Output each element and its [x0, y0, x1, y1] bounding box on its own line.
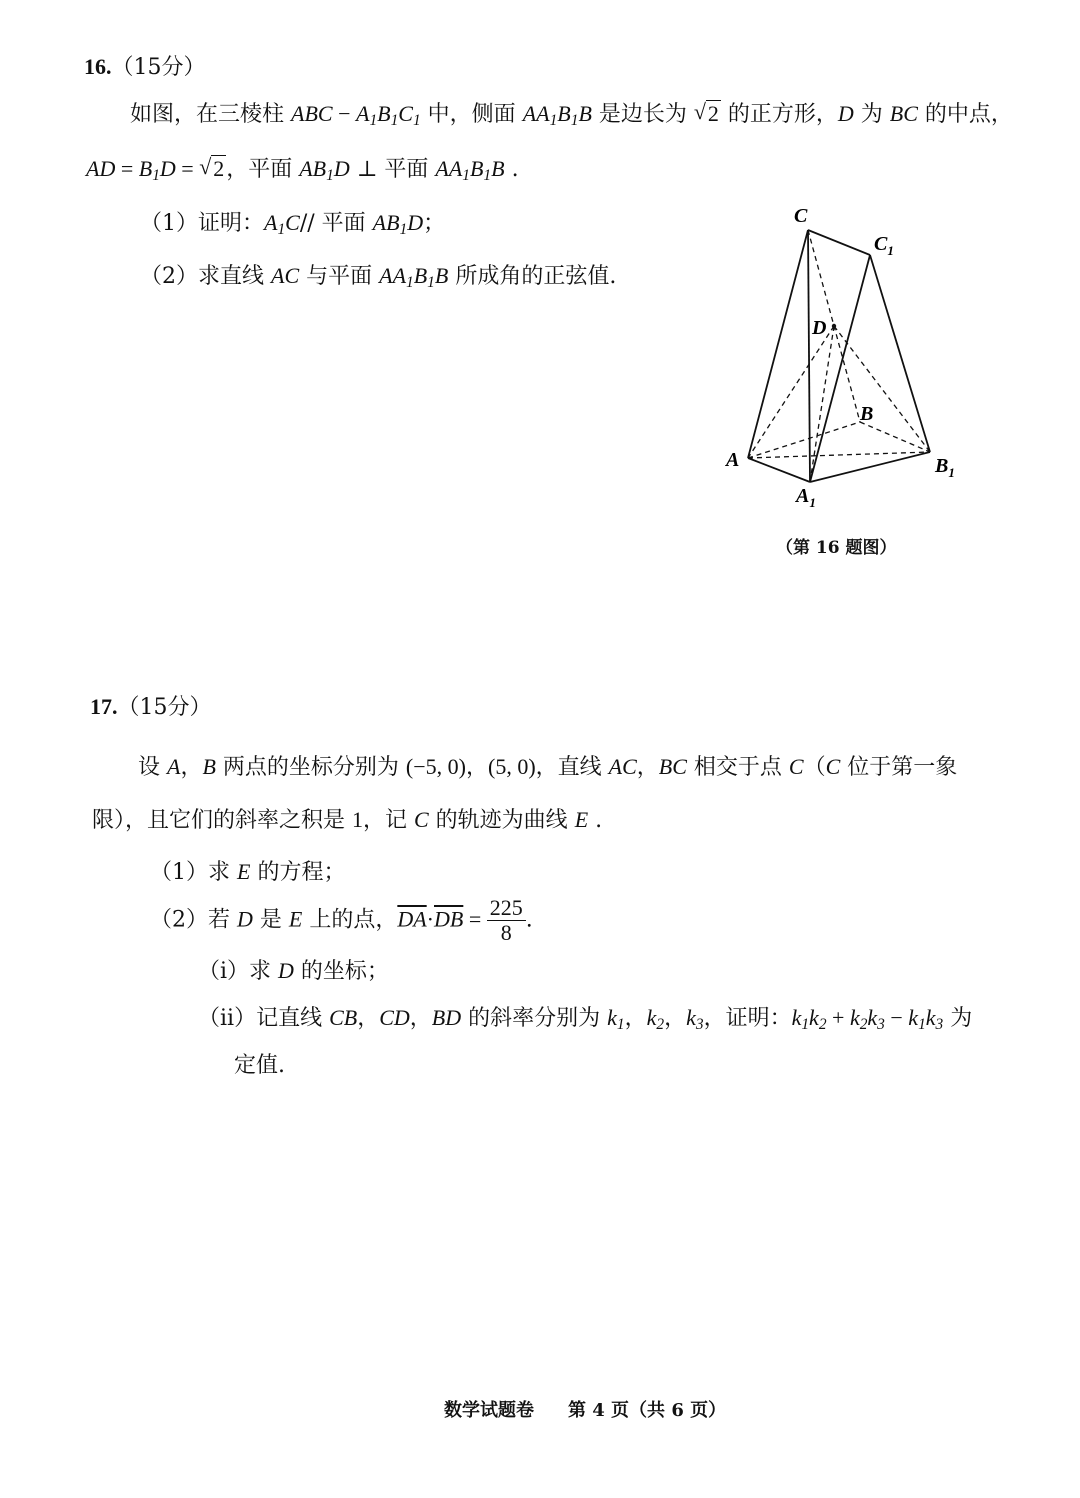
footer-page: 第 4 页（共 6 页）: [568, 1400, 727, 1421]
label-A: A: [726, 449, 740, 471]
point-D: [832, 324, 836, 328]
edge-C1-B1: [870, 255, 930, 452]
edge-A-B: [748, 422, 860, 458]
q16-figure-caption: （第 16 题图）: [776, 538, 897, 558]
q16-stem-line1: 如图，在三棱柱 ABC − $A_1B_1C_1$ 中，侧面 $AA_1B_1B$ 是边长为 √ 2 的正方形，D 为 BC 的中点，: [130, 99, 1013, 129]
q16-stem-line2: AD = $B_1D$ = √ 2，平面 $AB_1D$ ⊥ 平面 $AA_1B_1B$ .: [86, 154, 519, 184]
label-B1: $B_1$: [935, 455, 955, 480]
label-D: D: [812, 317, 827, 339]
edge-A-A1: [748, 458, 810, 482]
label-A1: $A_1$: [796, 485, 816, 510]
q17-points: （15分）: [117, 695, 212, 720]
q17-part1: （1）求 E 的方程；: [150, 859, 346, 885]
edge-C1-A1: [810, 255, 870, 482]
q17-part2-i: （i）求 D 的坐标；: [198, 958, 389, 984]
q16-part2: （2）求直线 AC 与平面 $AA_1B_1B$ 所成角的正弦值.: [140, 263, 617, 291]
q17-stem-line2: 限），且它们的斜率之积是 1，记 C 的轨迹为曲线 E .: [92, 807, 603, 833]
q17-header: [90, 694, 212, 722]
edge-C-A1: [808, 230, 810, 482]
q16-figure: [720, 200, 980, 520]
q17-number: 17.: [90, 694, 118, 719]
edge-A1-B1: [810, 452, 930, 482]
q17-part2-ii: （ii）记直线 CB，CD，BD 的斜率分别为 $k_1$，$k_2$，$k_3$，证明：$k_1k_2 + k_2k_3 - k_1k_3$ 为: [198, 1005, 973, 1033]
q16-points: （15分）: [111, 55, 206, 80]
q17-part2-ii-line2: 定值.: [234, 1053, 285, 1078]
footer-subject: 数学试题卷: [444, 1400, 534, 1421]
prism-solid-edges: [748, 230, 930, 482]
edge-A-B1: [748, 452, 930, 458]
edge-D-B1: [834, 326, 930, 452]
q16-part1: （1）证明：$A_1C//$ 平面 $AB_1D$；: [140, 210, 446, 238]
edge-C-A: [748, 230, 808, 458]
q17-part2: （2）若 D 是 E 上的点，$\overline{DA}\cdot\overline{DB}$ = $\frac{225}{8}$ .: [150, 895, 533, 945]
edge-B-B1: [860, 422, 930, 452]
q16-number: 16.: [84, 54, 112, 79]
q17-stem-line1: 设 A，B 两点的坐标分别为 (−5, 0)，(5, 0)，直线 AC，BC 相交于点 C（C 位于第一象: [138, 754, 958, 780]
footer: [444, 1396, 726, 1422]
q16-header: [84, 54, 206, 82]
label-C: C: [794, 205, 808, 227]
fraction-225-8: $\frac{225}{8}$: [487, 896, 526, 945]
edge-C-C1: [808, 230, 870, 255]
label-C1: $C_1$: [874, 233, 894, 258]
label-B: B: [860, 403, 874, 425]
